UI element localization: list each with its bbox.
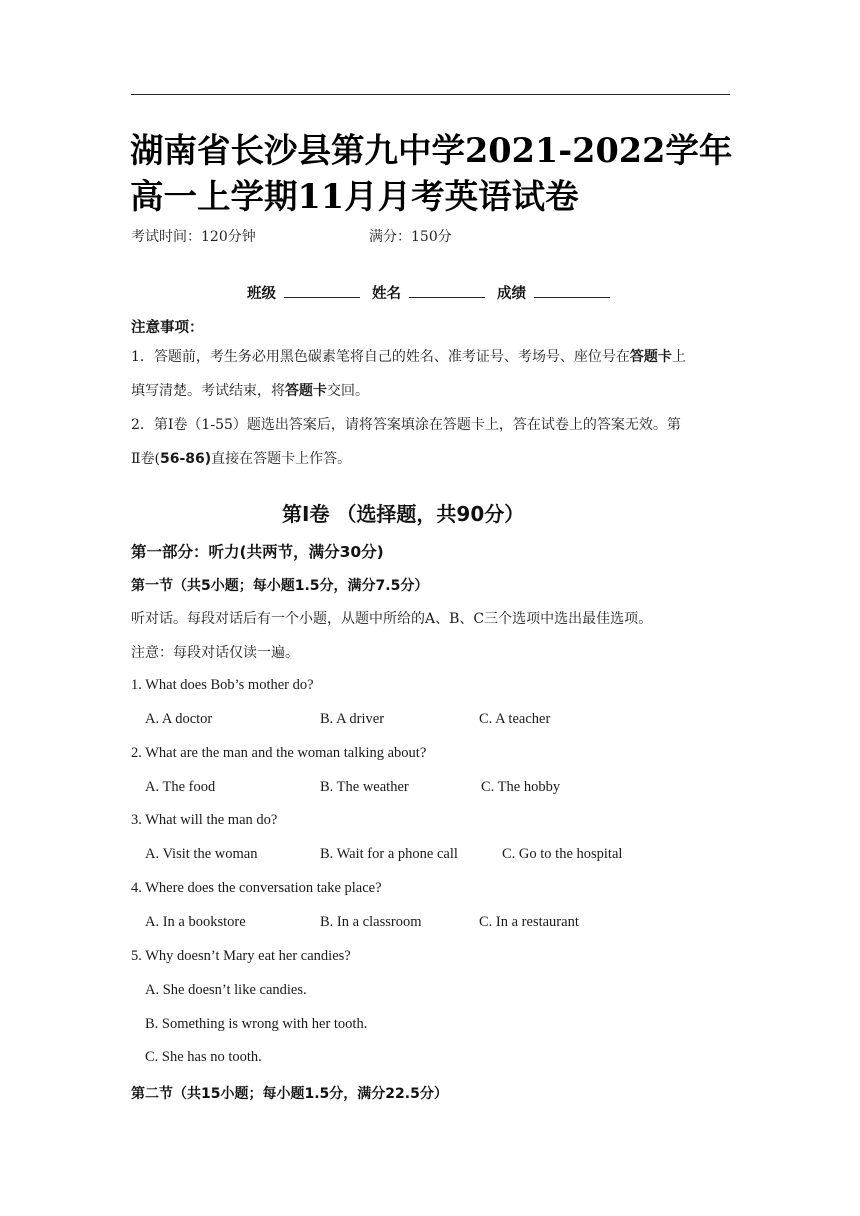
notice-heading: 注意事项： bbox=[131, 320, 204, 336]
notice-item-2-line-2 bbox=[131, 442, 351, 476]
q1-option-c: C. A teacher bbox=[479, 711, 551, 727]
instruction-2: 注意：每段对话仅读一遍。 bbox=[131, 645, 299, 661]
q3-option-b: B. Wait for a phone call bbox=[320, 846, 458, 862]
question-3: 3. What will the man do? bbox=[131, 812, 278, 828]
notice-bold: 答题卡 bbox=[285, 383, 327, 399]
q1-option-b: B. A driver bbox=[320, 711, 385, 727]
notice-text: 1．答题前，考生务必用黑色碳素笔将自己的姓名、准考证号、考场号、座位号在 bbox=[131, 349, 630, 365]
exam-title: 湖南省长沙县第九中学2021-2022学年高一上学期11月月考英语试卷 bbox=[130, 131, 733, 216]
q4-option-c: C. In a restaurant bbox=[479, 914, 579, 930]
notice-bold: 答题卡 bbox=[629, 349, 672, 365]
exam-time: 考试时间：120分钟 bbox=[131, 229, 256, 245]
q2-option-a: A. The food bbox=[145, 779, 216, 795]
q5-option-c: C. She has no tooth. bbox=[145, 1049, 262, 1065]
question-2: 2. What are the man and the woman talking about? bbox=[131, 745, 427, 761]
q5-option-b: B. Something is wrong with her tooth. bbox=[145, 1016, 368, 1032]
question-4: 4. Where does the conversation take place? bbox=[131, 880, 382, 896]
notice-text: 交回。 bbox=[327, 383, 369, 399]
instruction-1: 听对话。每段对话后有一个小题，从题中所给的A、B、C三个选项中选出最佳选项。 bbox=[131, 611, 653, 627]
notice-item-1-line-1 bbox=[131, 340, 686, 374]
q3-option-a: A. Visit the woman bbox=[145, 846, 258, 862]
q1-option-a: A. A doctor bbox=[145, 711, 213, 727]
notice-text: 上 bbox=[671, 349, 686, 365]
info-fields bbox=[247, 282, 622, 303]
header-rule bbox=[131, 94, 730, 95]
q4-option-b: B. In a classroom bbox=[320, 914, 422, 930]
class-blank[interactable] bbox=[284, 283, 360, 298]
q3-option-c: C. Go to the hospital bbox=[502, 846, 623, 862]
q4-option-a: A. In a bookstore bbox=[145, 914, 246, 930]
notice-text: 直接在答题卡上作答。 bbox=[211, 451, 352, 467]
question-5: 5. Why doesn’t Mary eat her candies? bbox=[131, 948, 351, 964]
q2-option-b: B. The weather bbox=[320, 779, 409, 795]
part-1-title: 第一部分：听力(共两节，满分30分) bbox=[131, 543, 384, 561]
notice-item-1-line-2 bbox=[131, 374, 369, 408]
name-label: 姓名 bbox=[372, 286, 401, 302]
notice-item-2-line-1: 2．第Ⅰ卷（1-55）题选出答案后，请将答案填涂在答题卡上，答在试卷上的答案无效。第 bbox=[131, 417, 681, 433]
class-label: 班级 bbox=[247, 286, 276, 302]
question-1: 1. What does Bob’s mother do? bbox=[131, 677, 314, 693]
name-blank[interactable] bbox=[409, 283, 485, 298]
score-label: 成绩 bbox=[497, 286, 526, 302]
subsection-2-title: 第二节（共15小题；每小题1.5分，满分22.5分） bbox=[131, 1086, 448, 1102]
section-1-title: 第Ⅰ卷 （选择题，共90分） bbox=[282, 502, 525, 526]
notice-text: Ⅱ卷( bbox=[131, 451, 160, 467]
notice-text: 填写清楚。考试结束，将 bbox=[131, 383, 285, 399]
q2-option-c: C. The hobby bbox=[481, 779, 561, 795]
full-score: 满分：150分 bbox=[369, 229, 452, 245]
score-blank[interactable] bbox=[534, 283, 610, 298]
q5-option-a: A. She doesn’t like candies. bbox=[145, 982, 307, 998]
notice-bold: 56-86) bbox=[159, 451, 212, 467]
subsection-1-title: 第一节（共5小题；每小题1.5分，满分7.5分） bbox=[131, 578, 429, 594]
